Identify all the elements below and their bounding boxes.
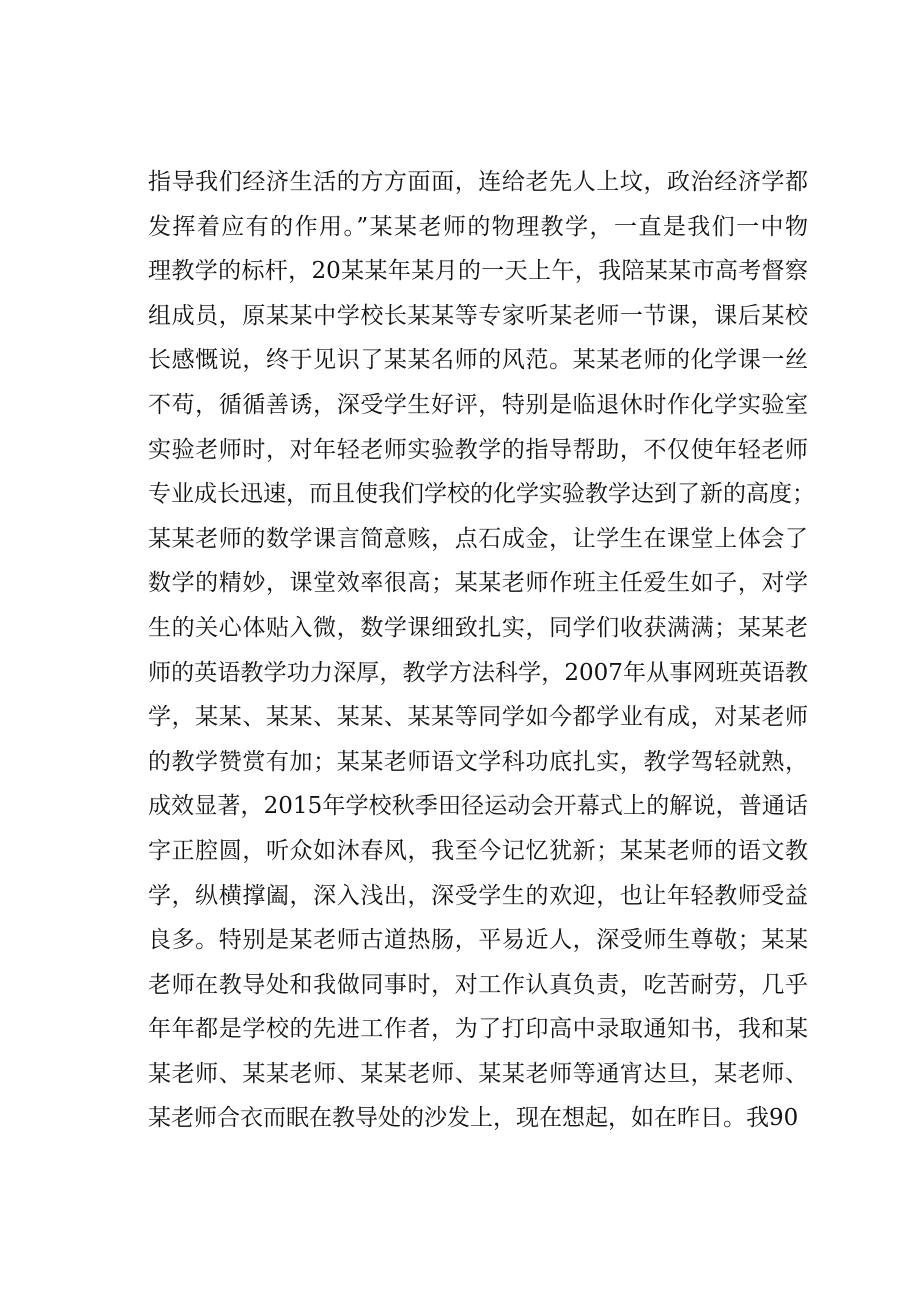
text-line: 良多。特别是某老师古道热肠，平易近人，深受师生尊敬；某某 bbox=[148, 927, 808, 954]
text-line: 某老师合衣而眠在教导处的沙发上，现在想起，如在昨日。我90 bbox=[148, 1105, 799, 1132]
text-line: 实验老师时，对年轻老师实验教学的指导帮助，不仅使年轻老师 bbox=[148, 436, 808, 463]
text-line: 数学的精妙，课堂效率很高；某某老师作班主任爱生如子，对学 bbox=[148, 570, 808, 597]
text-line: 不苟，循循善诱，深受学生好评，特别是临退休时作化学实验室 bbox=[148, 391, 808, 418]
text-line: 专业成长迅速，而且使我们学校的化学实验教学达到了新的高度； bbox=[148, 481, 815, 508]
text-line: 字正腔圆，听众如沐春风，我至今记忆犹新；某某老师的语文教 bbox=[148, 837, 808, 864]
text-line: 发挥着应有的作用。”某某老师的物理教学，一直是我们一中物 bbox=[148, 213, 808, 240]
text-line: 师的英语教学功力深厚，教学方法科学，2007年从事网班英语教 bbox=[148, 659, 808, 686]
text-line: 某老师、某某老师、某某老师、某某老师等通宵达旦，某老师、 bbox=[148, 1060, 808, 1087]
text-line: 学，纵横撑阖，深入浅出，深受学生的欢迎，也让年轻教师受益 bbox=[148, 882, 808, 909]
text-line: 生的关心体贴入微，数学课细致扎实，同学们收获满满；某某老 bbox=[148, 614, 808, 641]
text-line: 组成员，原某某中学校长某某等专家听某老师一节课，课后某校 bbox=[148, 302, 808, 329]
text-line: 学，某某、某某、某某、某某等同学如今都学业有成，对某老师 bbox=[148, 704, 808, 731]
text-line: 理教学的标杆，20某某年某月的一天上午，我陪某某市高考督察 bbox=[148, 258, 808, 285]
body-text bbox=[148, 160, 815, 1141]
text-line: 某某老师的数学课言简意赅，点石成金，让学生在课堂上体会了 bbox=[148, 525, 808, 552]
text-line: 年年都是学校的先进工作者，为了打印高中录取通知书，我和某 bbox=[148, 1016, 808, 1043]
text-line: 指导我们经济生活的方方面面，连给老先人上坟，政治经济学都 bbox=[148, 169, 808, 195]
text-line: 长感慨说，终于见识了某某名师的风范。某某老师的化学课一丝 bbox=[148, 347, 808, 374]
text-line: 成效显著，2015年学校秋季田径运动会开幕式上的解说，普通话 bbox=[148, 793, 808, 820]
text-line: 老师在教导处和我做同事时，对工作认真负责，吃苦耐劳，几乎 bbox=[148, 971, 808, 998]
text-line: 的教学赞赏有加；某某老师语文学科功底扎实，教学驾轻就熟， bbox=[148, 748, 808, 775]
